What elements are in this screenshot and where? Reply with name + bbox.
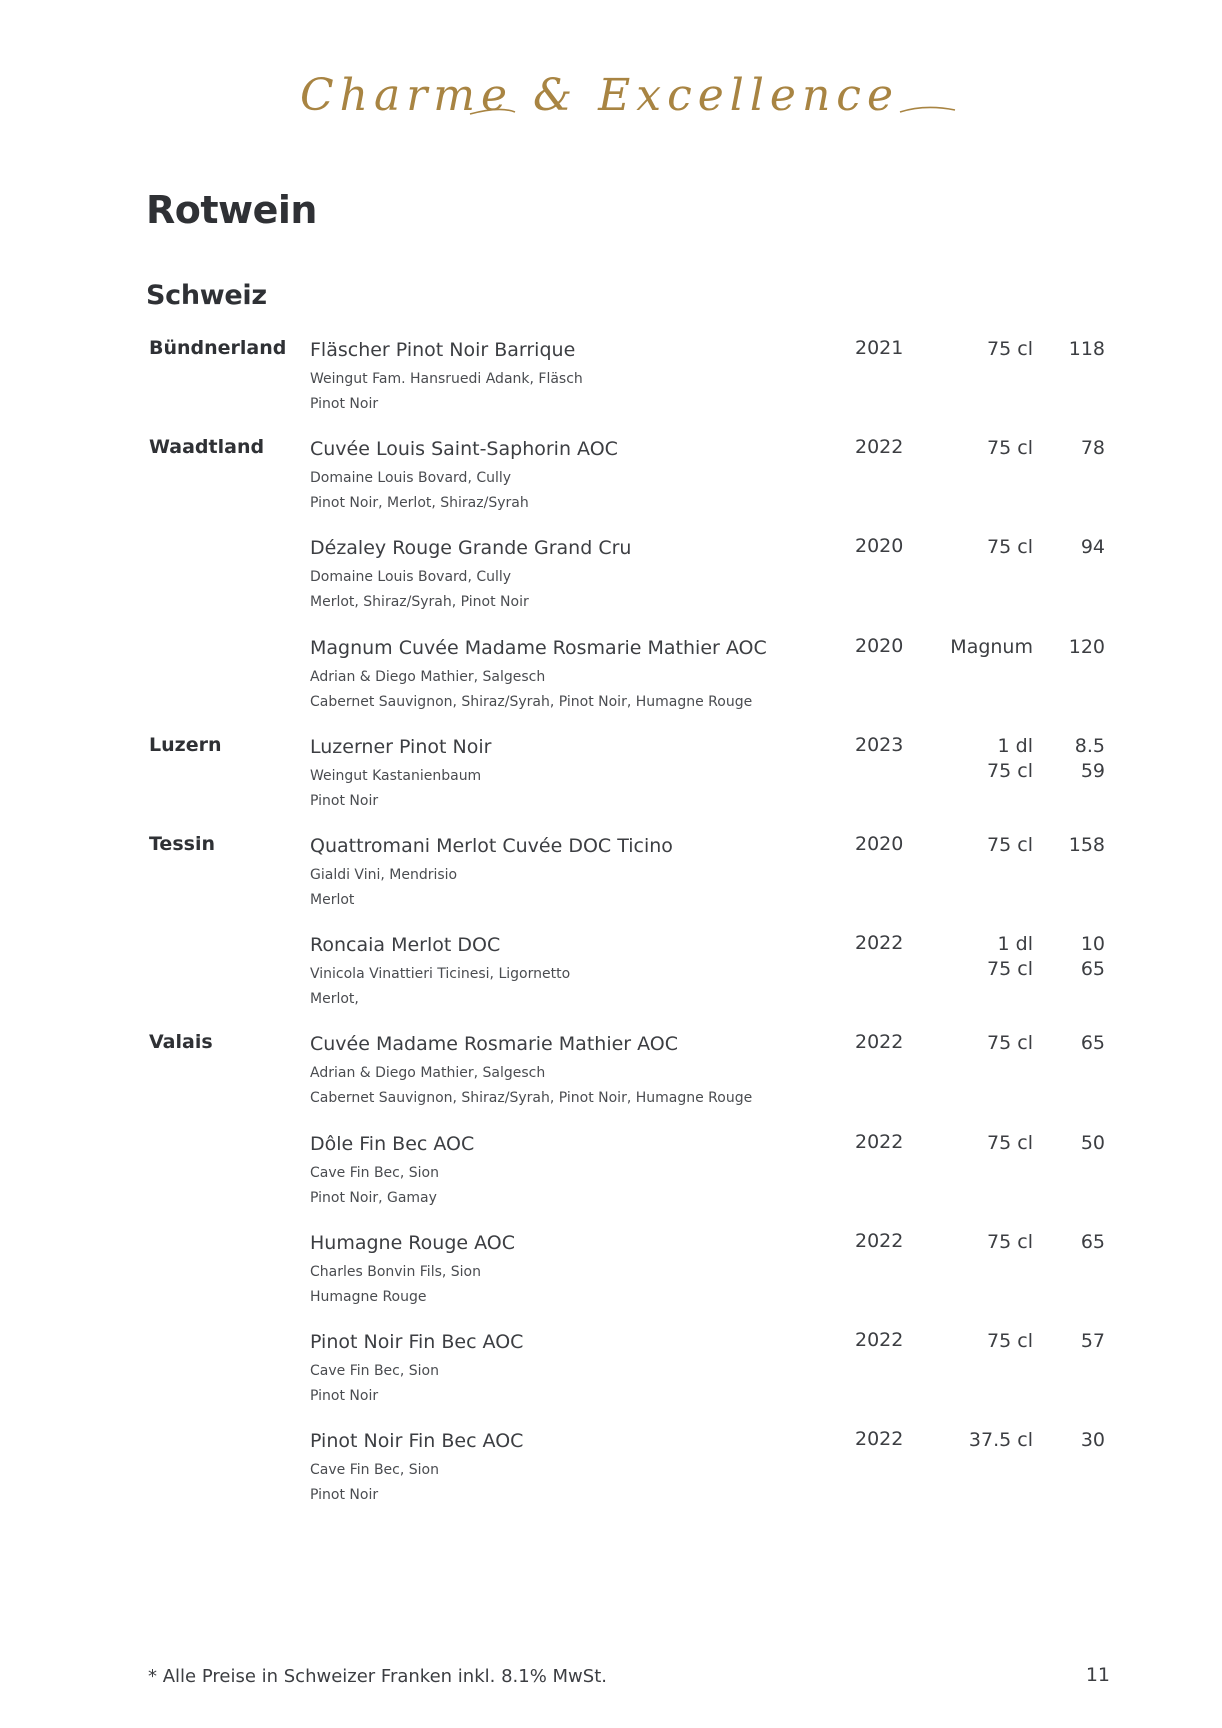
wine-producer: Domaine Louis Bovard, Cully [310, 470, 512, 486]
bottle-size: 75 cl [987, 437, 1033, 459]
wine-prices [1081, 1329, 1105, 1354]
wine-sizes [987, 436, 1033, 461]
price: 120 [1068, 636, 1105, 658]
wine-producer: Weingut Fam. Hansruedi Adank, Fläsch [310, 371, 583, 387]
wine-grapes: Pinot Noir, Gamay [310, 1190, 437, 1206]
wine-producer: Adrian & Diego Mathier, Salgesch [310, 669, 546, 685]
section-title: Schweiz [146, 280, 267, 311]
wine-vintage: 2020 [855, 635, 904, 657]
wine-vintage: 2022 [855, 1031, 904, 1053]
wine-name: Fläscher Pinot Noir Barrique [310, 339, 576, 361]
wine-name: Pinot Noir Fin Bec AOC [310, 1430, 524, 1452]
wine-vintage: 2022 [855, 1230, 904, 1252]
wine-entry [0, 1031, 1222, 1121]
bottle-size: 75 cl [987, 338, 1033, 360]
price: 8.5 [1074, 735, 1105, 757]
wine-producer: Adrian & Diego Mathier, Salgesch [310, 1065, 546, 1081]
region-label: Waadtland [149, 436, 265, 458]
wine-prices [1069, 635, 1105, 660]
bottle-size: 75 cl [987, 1032, 1033, 1054]
bottle-size: 37.5 cl [968, 1429, 1033, 1451]
wine-sizes [987, 535, 1033, 560]
wine-vintage: 2022 [855, 436, 904, 458]
price-footnote: * Alle Preise in Schweizer Franken inkl. 8.1% MwSt. [148, 1666, 607, 1687]
bottle-size: 75 cl [987, 834, 1033, 856]
bottle-size: 1 dl [997, 735, 1033, 757]
wine-sizes [987, 1031, 1033, 1056]
wine-sizes [987, 833, 1033, 858]
wine-grapes: Pinot Noir, Merlot, Shiraz/Syrah [310, 495, 529, 511]
price: 118 [1068, 338, 1105, 360]
wine-name: Cuvée Louis Saint-Saphorin AOC [310, 438, 618, 460]
wine-entry [0, 1230, 1222, 1320]
wine-sizes [987, 337, 1033, 362]
region-label: Valais [149, 1031, 213, 1053]
wine-producer: Cave Fin Bec, Sion [310, 1165, 439, 1181]
price: 59 [1080, 760, 1105, 782]
wine-name: Cuvée Madame Rosmarie Mathier AOC [310, 1033, 679, 1055]
wine-entry [0, 337, 1222, 427]
wine-prices [1081, 535, 1105, 560]
wine-grapes: Merlot, [310, 991, 359, 1007]
bottle-size: 1 dl [997, 933, 1033, 955]
wine-entry [0, 932, 1222, 1022]
wine-name: Roncaia Merlot DOC [310, 934, 501, 956]
bottle-size: 75 cl [987, 1231, 1033, 1253]
wine-entry [0, 436, 1222, 526]
wine-prices [1081, 932, 1105, 982]
wine-sizes [969, 1428, 1033, 1453]
wine-producer: Vinicola Vinattieri Ticinesi, Ligornetto [310, 966, 571, 982]
wine-sizes [987, 932, 1033, 982]
wine-producer: Domaine Louis Bovard, Cully [310, 569, 512, 585]
wine-producer: Gialdi Vini, Mendrisio [310, 867, 458, 883]
wine-producer: Charles Bonvin Fils, Sion [310, 1264, 481, 1280]
region-label: Tessin [149, 833, 215, 855]
price: 65 [1080, 1231, 1105, 1253]
wine-producer: Cave Fin Bec, Sion [310, 1462, 439, 1478]
wine-prices [1081, 1131, 1105, 1156]
wine-entry [0, 1428, 1222, 1518]
wine-producer: Weingut Kastanienbaum [310, 768, 482, 784]
wine-name: Magnum Cuvée Madame Rosmarie Mathier AOC [310, 637, 767, 659]
wine-grapes: Pinot Noir [310, 1487, 379, 1503]
wine-vintage: 2020 [855, 535, 904, 557]
wine-name: Quattromani Merlot Cuvée DOC Ticino [310, 835, 673, 857]
price: 94 [1080, 536, 1105, 558]
wine-vintage: 2022 [855, 1131, 904, 1153]
wine-grapes: Merlot [310, 892, 355, 908]
wine-prices [1081, 436, 1105, 461]
bottle-size: 75 cl [987, 1132, 1033, 1154]
wine-prices [1075, 734, 1105, 784]
wine-entry [0, 833, 1222, 923]
brand-logo [300, 62, 960, 132]
wine-grapes: Pinot Noir [310, 793, 379, 809]
wine-prices [1081, 1428, 1105, 1453]
wine-sizes [987, 1131, 1033, 1156]
price: 78 [1080, 437, 1105, 459]
bottle-size: 75 cl [987, 958, 1033, 980]
wine-name: Pinot Noir Fin Bec AOC [310, 1331, 524, 1353]
bottle-size: 75 cl [987, 536, 1033, 558]
wine-grapes: Pinot Noir [310, 396, 379, 412]
price: 57 [1080, 1330, 1105, 1352]
region-label: Bündnerland [149, 337, 287, 359]
wine-grapes: Merlot, Shiraz/Syrah, Pinot Noir [310, 594, 529, 610]
price: 65 [1080, 1032, 1105, 1054]
wine-entry [0, 1131, 1222, 1221]
wine-entry [0, 535, 1222, 625]
wine-name: Humagne Rouge AOC [310, 1232, 516, 1254]
wine-vintage: 2022 [855, 1329, 904, 1351]
wine-prices [1069, 337, 1105, 362]
page-number: 11 [1085, 1664, 1110, 1686]
price: 158 [1068, 834, 1105, 856]
region-label: Luzern [149, 734, 222, 756]
wine-vintage: 2023 [855, 734, 904, 756]
wine-prices [1069, 833, 1105, 858]
wine-sizes [987, 1329, 1033, 1354]
bottle-size: Magnum [950, 636, 1033, 658]
brand-logo-svg [300, 62, 960, 132]
page-title: Rotwein [146, 188, 317, 232]
wine-grapes: Cabernet Sauvignon, Shiraz/Syrah, Pinot Noir, Humagne Rouge [310, 1090, 753, 1106]
wine-grapes: Pinot Noir [310, 1388, 379, 1404]
wine-sizes [987, 1230, 1033, 1255]
wine-vintage: 2020 [855, 833, 904, 855]
wine-grapes: Humagne Rouge [310, 1289, 427, 1305]
logo-flourish-right [900, 107, 955, 112]
wine-vintage: 2022 [855, 1428, 904, 1450]
wine-name: Dézaley Rouge Grande Grand Cru [310, 537, 632, 559]
wine-sizes [950, 635, 1033, 660]
wine-entry [0, 635, 1222, 725]
wine-name: Luzerner Pinot Noir [310, 736, 492, 758]
bottle-size: 75 cl [987, 760, 1033, 782]
wine-name: Dôle Fin Bec AOC [310, 1133, 475, 1155]
brand-logo-text: Charme & Excellence [300, 70, 899, 121]
wine-prices [1081, 1031, 1105, 1056]
wine-producer: Cave Fin Bec, Sion [310, 1363, 439, 1379]
price: 65 [1080, 958, 1105, 980]
wine-entry [0, 1329, 1222, 1419]
wine-sizes [987, 734, 1033, 784]
wine-vintage: 2021 [855, 337, 904, 359]
price: 50 [1080, 1132, 1105, 1154]
bottle-size: 75 cl [987, 1330, 1033, 1352]
price: 30 [1080, 1429, 1105, 1451]
wine-prices [1081, 1230, 1105, 1255]
price: 10 [1080, 933, 1105, 955]
wine-entry [0, 734, 1222, 824]
wine-grapes: Cabernet Sauvignon, Shiraz/Syrah, Pinot Noir, Humagne Rouge [310, 694, 753, 710]
wine-vintage: 2022 [855, 932, 904, 954]
